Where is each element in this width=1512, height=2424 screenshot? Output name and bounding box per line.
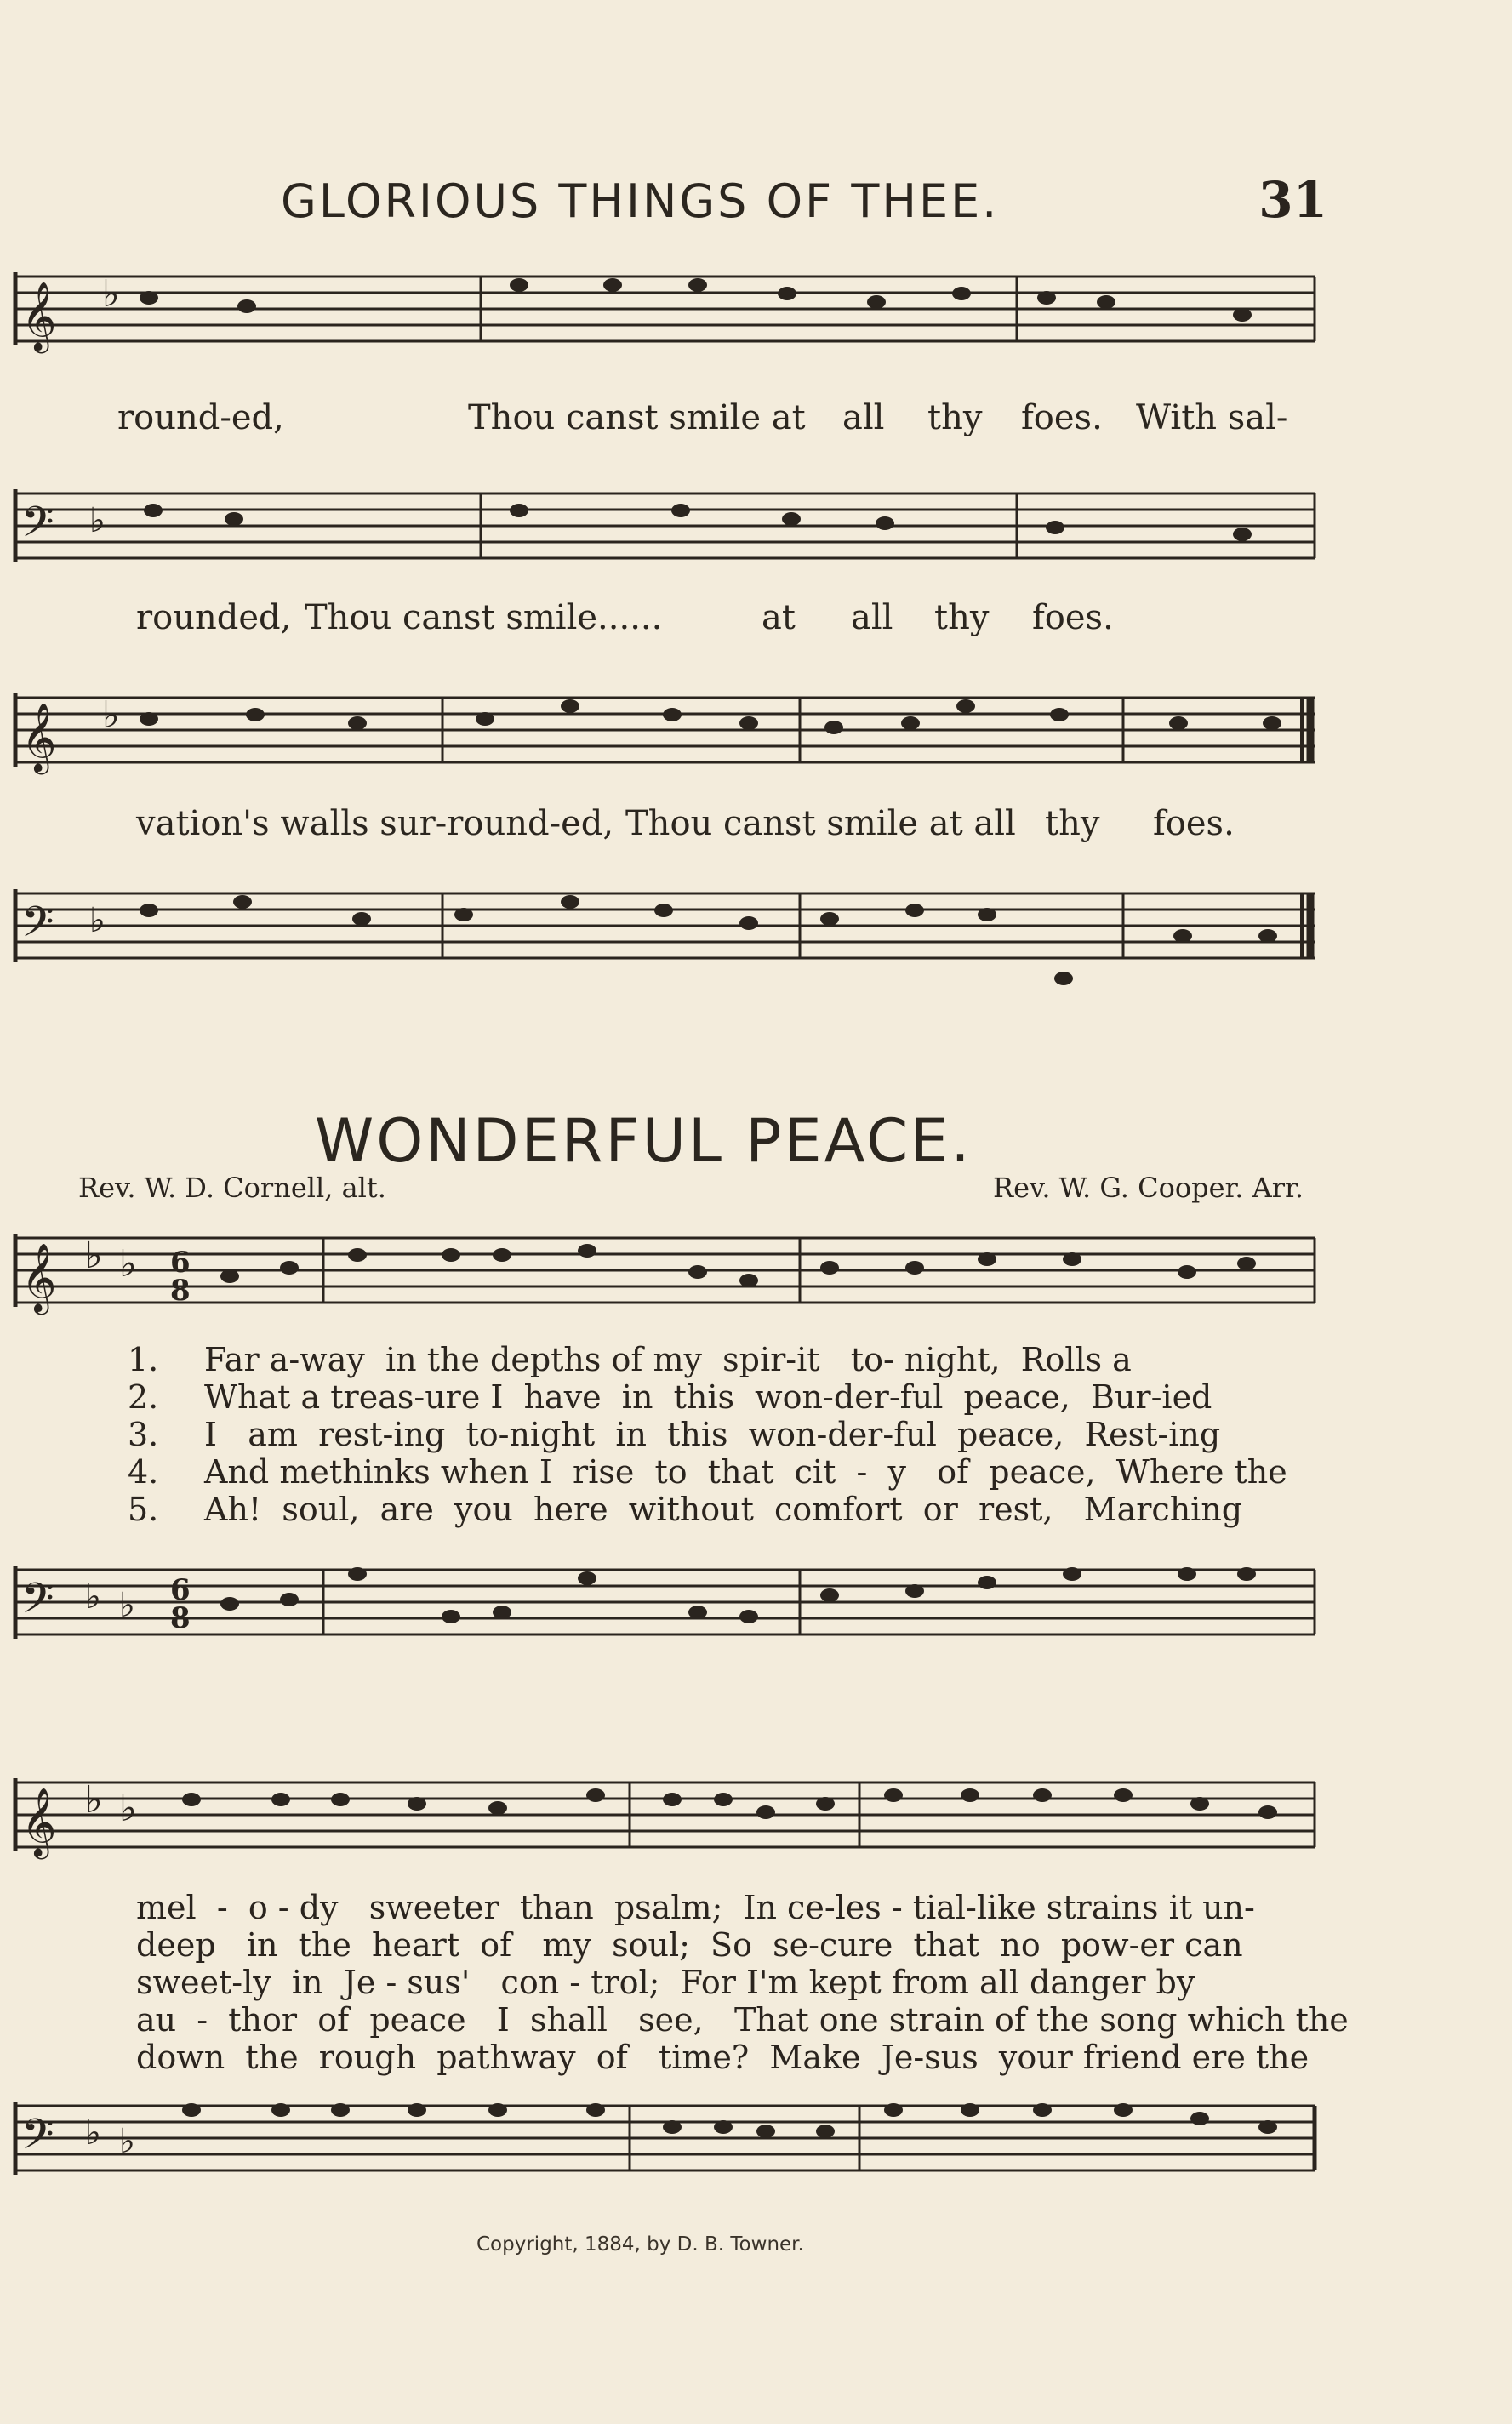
lyric-word: Thou canst smile at <box>468 398 806 437</box>
verse-line: down the rough pathway of time? Make Je-sus your friend ere the <box>136 2039 1309 2076</box>
lyric-word: Thou canst smile at all <box>625 804 1016 843</box>
svg-text:♭: ♭ <box>89 501 106 540</box>
svg-text:𝄞: 𝄞 <box>21 1787 57 1856</box>
svg-text:♭: ♭ <box>119 1787 137 1830</box>
verse-line <box>128 1341 1132 1378</box>
verse-line: au - thor of peace I shall see, That one strain of the song which the <box>136 2001 1349 2039</box>
svg-text:♭: ♭ <box>119 2122 135 2161</box>
staff-bass-1 <box>0 476 1512 579</box>
svg-text:𝄢: 𝄢 <box>21 1574 54 1634</box>
svg-text:♭: ♭ <box>119 1242 137 1286</box>
svg-text:♭: ♭ <box>119 1586 135 1625</box>
staff-treble-3 <box>0 1225 1512 1336</box>
page-header <box>281 171 1327 242</box>
svg-text:𝄞: 𝄞 <box>21 702 57 772</box>
verse-text: I am rest-ing to-night in this won-der-ful peace, Rest-ing <box>204 1416 1221 1453</box>
svg-text:♭: ♭ <box>85 1234 103 1277</box>
verse-number: 1. <box>128 1341 159 1378</box>
lyric-word: thy <box>927 398 983 437</box>
page-number: 31 <box>1258 171 1327 229</box>
page-title: GLORIOUS THINGS OF THEE. <box>281 174 1000 228</box>
staff-treble-4 <box>0 1761 1512 1897</box>
staff-bass-2 <box>0 876 1512 1004</box>
lyric-word: foes. <box>1153 804 1235 843</box>
verse-text: What a treas-ure I have in this won-der-ful peace, Bur-ied <box>204 1378 1212 1416</box>
verse-line <box>128 1453 1287 1491</box>
composer-credit: Rev. W. G. Cooper. Arr. <box>993 1172 1304 1204</box>
svg-text:♭: ♭ <box>89 901 106 940</box>
svg-text:6: 6 <box>170 1573 191 1607</box>
svg-text:8: 8 <box>170 1274 191 1308</box>
lyric-word: all <box>842 398 885 437</box>
svg-text:♭: ♭ <box>102 693 120 737</box>
staff-treble-2 <box>0 681 1512 783</box>
verse-number: 4. <box>128 1453 159 1491</box>
hymn-credits <box>78 1172 1304 1209</box>
lyric-word: thy <box>1045 804 1100 843</box>
svg-text:𝄢: 𝄢 <box>21 898 54 957</box>
verse-number: 2. <box>128 1378 159 1416</box>
verse-text: Ah! soul, are you here without comfort or rest, Marching <box>204 1491 1243 1528</box>
verse-line <box>128 1378 1212 1416</box>
svg-text:8: 8 <box>170 1601 191 1635</box>
svg-text:♭: ♭ <box>102 272 120 316</box>
lyric-word: foes. <box>1032 598 1114 637</box>
verse-line: sweet-ly in Je - sus' con - trol; For I'm kept from all danger by <box>136 1964 1195 2001</box>
svg-text:𝄢: 𝄢 <box>21 2110 54 2170</box>
staff-treble-1 <box>0 268 1512 387</box>
lyric-word: thy <box>934 598 990 637</box>
lyric-word: rounded, <box>136 598 292 637</box>
staff-bass-3 <box>0 1557 1512 1702</box>
verse-number: 5. <box>128 1491 159 1528</box>
lyric-word: vation's walls sur-round-ed, <box>136 804 614 843</box>
lyric-word: With sal- <box>1136 398 1288 437</box>
svg-text:6: 6 <box>170 1246 191 1280</box>
svg-text:𝄞: 𝄞 <box>21 281 57 351</box>
lyric-word: all <box>851 598 893 637</box>
verse-text: Far a-way in the depths of my spir-it to- night, Rolls a <box>204 1341 1132 1378</box>
verse-line: mel - o - dy sweeter than psalm; In ce-les - tial-like strains it un- <box>136 1889 1255 1926</box>
svg-text:♭: ♭ <box>85 1577 101 1617</box>
lyric-word: foes. <box>1021 398 1103 437</box>
copyright-notice: Copyright, 1884, by D. B. Towner. <box>476 2233 804 2256</box>
staff-bass-4 <box>0 2089 1512 2233</box>
svg-text:𝄞: 𝄞 <box>21 1242 57 1312</box>
lyricist-credit: Rev. W. D. Cornell, alt. <box>78 1172 386 1204</box>
lyric-word: round-ed, <box>117 398 284 437</box>
verse-line <box>128 1416 1220 1453</box>
svg-text:♭: ♭ <box>85 2113 101 2153</box>
verse-line: deep in the heart of my soul; So se-cure that no pow-er can <box>136 1926 1243 1964</box>
verse-text: And methinks when I rise to that cit - y of peace, Where the <box>204 1453 1287 1491</box>
svg-text:𝄢: 𝄢 <box>21 498 54 557</box>
hymn-title: WONDERFUL PEACE. <box>315 1106 973 1176</box>
verse-line <box>128 1491 1242 1528</box>
svg-text:♭: ♭ <box>85 1778 103 1822</box>
verse-number: 3. <box>128 1416 159 1453</box>
lyric-word: at <box>762 598 796 637</box>
lyric-word: Thou canst smile...... <box>305 598 663 637</box>
